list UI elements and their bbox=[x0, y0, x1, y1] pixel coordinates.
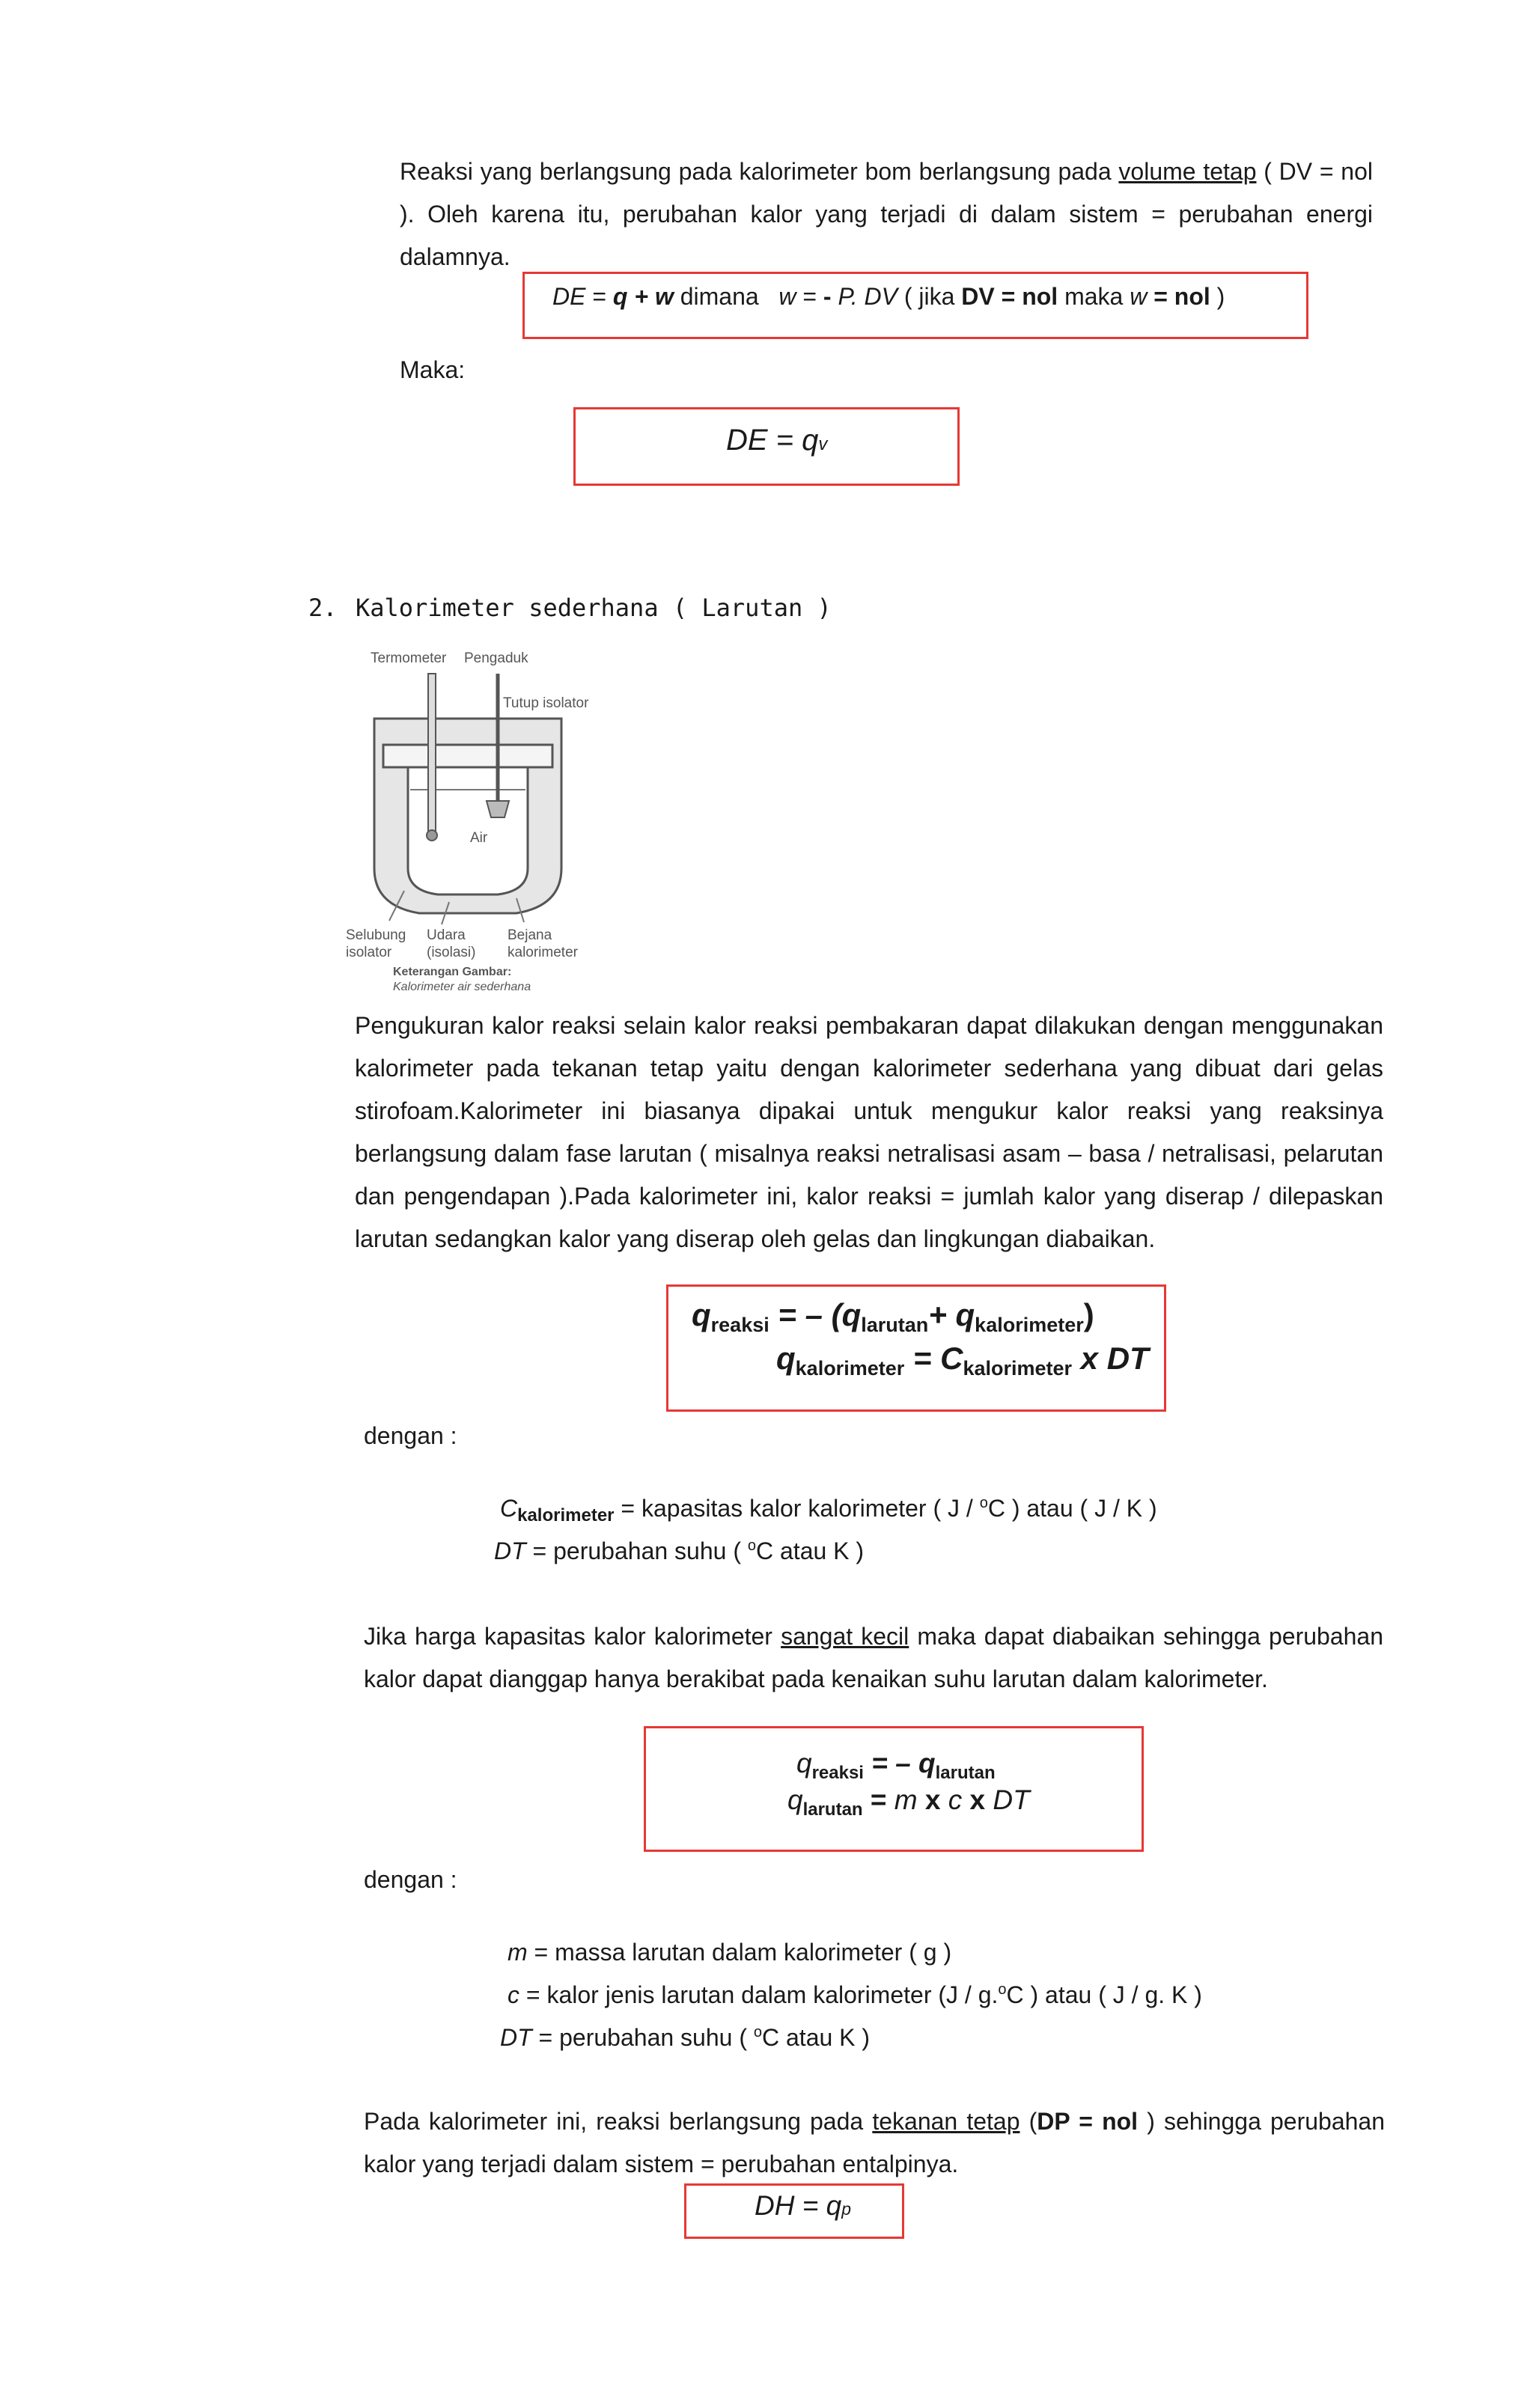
de-qv-formula: DE = qv bbox=[726, 424, 828, 457]
label-air: Air bbox=[470, 830, 488, 846]
def-m: m = massa larutan dalam kalorimeter ( g ) bbox=[508, 1939, 952, 1966]
lid bbox=[383, 745, 552, 767]
bomb-paragraph-text: Reaksi yang berlangsung pada kalorimeter bom berlangsung pada bbox=[400, 158, 1119, 185]
caption-text: Kalorimeter air sederhana bbox=[393, 981, 531, 993]
qreaksi-formula: $q_{reaksi}$ = – $(q_{larutan}+ q_{kalorimeter})$ bbox=[692, 1297, 1094, 1336]
thermometer-bulb bbox=[427, 830, 437, 841]
def-dt-2: DT = perubahan suhu ( $^o$C atau K ) bbox=[500, 2024, 871, 2051]
dengan-label-2: dengan : bbox=[364, 1866, 457, 1893]
label-udara-2: (isolasi) bbox=[427, 945, 476, 960]
def-c: c = kalor jenis larutan dalam kalorimeter (J / g.$^o$C ) atau ( J / g. K ) bbox=[508, 1981, 1202, 2008]
dh-qp-formula: DH = qp bbox=[755, 2190, 851, 2221]
def-dt: DT = perubahan suhu ( $^o$C atau K ) bbox=[494, 1537, 865, 1564]
pressure-paragraph: Pada kalorimeter ini, reaksi berlangsung pada tekanan tetap (DP = nol ) sehingga perubahan kalor yang terjadi dalam sistem = perubahan entalpinya. bbox=[364, 2108, 1386, 2177]
section-number: 2. bbox=[308, 594, 338, 622]
bomb-paragraph bbox=[400, 150, 1373, 278]
dengan-label: dengan : bbox=[364, 1422, 457, 1449]
label-udara: Udara bbox=[427, 927, 466, 943]
thermometer-icon bbox=[428, 674, 436, 831]
label-termometer: Termometer bbox=[371, 650, 447, 666]
de-formula: DE = q + w dimana w = - P. DV ( jika DV = nol maka w = nol ) bbox=[552, 283, 1225, 310]
def-ckalorimeter: $C_{kalorimeter}$ = kapasitas kalor kalorimeter ( J / $^o$C ) atau ( J / K ) bbox=[500, 1495, 1157, 1525]
qkalorimeter-formula: $q_{kalorimeter} = C_{kalorimeter}$ x DT bbox=[776, 1341, 1149, 1380]
label-tutup-isolator: Tutup isolator bbox=[503, 695, 589, 711]
simple-paragraph: Pengukuran kalor reaksi selain kalor reaksi pembakaran dapat dilakukan dengan menggunakan kalorimeter pada tekanan tetap yaitu dengan kalorimeter sederhana yang dibuat dari gelas stirofoam.Kalorimeter ini biasanya dipakai untuk mengukur kalor reaksi yang reaksinya berlangsung dalam fase larutan ( misalnya reaksi netralisasi asam – basa / netralisasi, pelarutan dan pengendapan ).Pada kalorimeter ini, kalor reaksi = jumlah kalor yang diserap / dilepaskan larutan sedangkan kalor yang diserap oleh gelas dan lingkungan diabaikan. bbox=[355, 1012, 1383, 1252]
small-capacity-paragraph: Jika harga kapasitas kalor kalorimeter sangat kecil maka dapat diabaikan sehingga perubahan kalor dapat dianggap hanya berakibat pada kenaikan suhu larutan dalam kalorimeter. bbox=[364, 1623, 1384, 1692]
label-bejana-2: kalorimeter bbox=[508, 945, 578, 960]
calorimeter-diagram bbox=[344, 644, 614, 996]
qlarutan-mcdt-formula: $q_{larutan} = m$ x c x DT bbox=[787, 1784, 1030, 1820]
maka-label: Maka: bbox=[400, 356, 466, 383]
stirrer-blade bbox=[487, 801, 509, 817]
label-selubung: Selubung bbox=[346, 927, 406, 943]
section-title: Kalorimeter sederhana ( Larutan ) bbox=[356, 594, 832, 622]
bomb-paragraph-text-end: ( DV = nol ). Oleh karena itu, perubahan kalor yang terjadi di dalam sistem = perubahan energi dalamnya. bbox=[400, 158, 1374, 270]
sangat-kecil-underlined: sangat kecil bbox=[781, 1623, 909, 1650]
tekanan-tetap-underlined: tekanan tetap bbox=[872, 2108, 1020, 2135]
label-bejana: Bejana bbox=[508, 927, 552, 943]
inner-vessel bbox=[408, 767, 528, 894]
volume-tetap-underlined: volume tetap bbox=[1118, 158, 1257, 185]
qreaksi-qlarutan-formula: $q_{reaksi}$ = – $q_{larutan}$ bbox=[796, 1748, 996, 1783]
label-selubung-2: isolator bbox=[346, 945, 392, 960]
label-pengaduk: Pengaduk bbox=[464, 650, 528, 666]
caption-title: Keterangan Gambar: bbox=[393, 966, 512, 978]
